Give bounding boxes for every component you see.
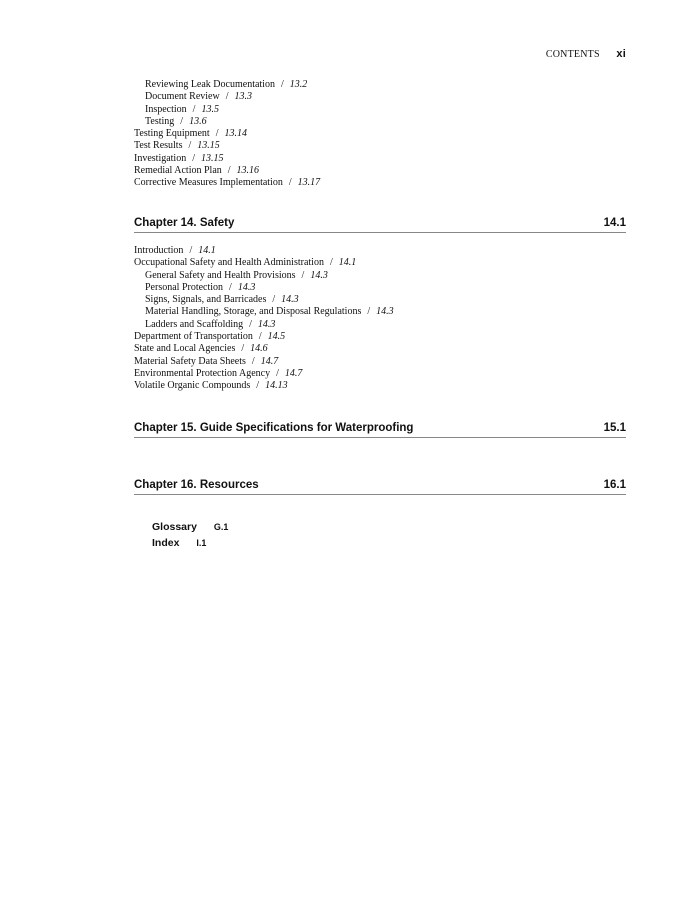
toc-entry-title: Occupational Safety and Health Administration: [134, 257, 324, 269]
running-head: [546, 48, 626, 60]
toc-entry-title: Material Handling, Storage, and Disposal Regulations: [145, 306, 362, 318]
toc-separator: /: [276, 367, 279, 379]
chapter-page: 15.1: [603, 422, 626, 434]
chapter-13-entries: [134, 79, 320, 190]
toc-separator: /: [189, 245, 193, 256]
toc-entry-page: 14.6: [250, 343, 268, 355]
toc-separator: /: [280, 79, 284, 90]
toc-entry[interactable]: [134, 91, 320, 103]
toc-entry-title: Testing Equipment: [134, 128, 210, 140]
toc-entry-page: 13.14: [224, 128, 247, 140]
toc-entry-page: 13.15: [201, 152, 224, 164]
toc-entry-page: 14.3: [376, 306, 394, 318]
toc-separator: /: [225, 91, 229, 103]
toc-entry-title: Ladders and Scaffolding: [145, 318, 244, 330]
toc-entry-title: Test Results: [134, 140, 183, 152]
toc-entry[interactable]: [134, 153, 320, 165]
toc-entry[interactable]: [134, 140, 320, 152]
toc-entry-title: Document Review: [145, 91, 220, 103]
toc-entry[interactable]: [134, 177, 320, 189]
toc-entry-page: 14.13: [265, 380, 288, 392]
chapter-14-entries: [134, 245, 394, 393]
toc-entry[interactable]: [134, 343, 394, 355]
toc-entry-title: Corrective Measures Implementation: [134, 177, 283, 189]
toc-entry[interactable]: [134, 128, 320, 140]
page-folio: xi: [616, 48, 626, 60]
chapter-page: 16.1: [603, 479, 626, 491]
toc-entry-title: Remedial Action Plan: [134, 165, 222, 177]
toc-separator: /: [188, 140, 192, 152]
chapter-page: 14.1: [603, 217, 626, 229]
toc-entry-title: Department of Transportation: [134, 331, 253, 343]
toc-entry-page: 14.5: [267, 331, 286, 343]
toc-entry-page: 13.5: [201, 103, 219, 115]
toc-entry[interactable]: [134, 356, 394, 368]
toc-entry-page: 14.3: [257, 318, 276, 330]
chapter-title: Chapter 15. Guide Specifications for Waterproofing: [134, 422, 414, 434]
toc-separator: /: [329, 257, 333, 269]
glossary-title: Glossary: [152, 521, 197, 533]
toc-entry[interactable]: [134, 306, 394, 318]
toc-entry[interactable]: [134, 165, 320, 177]
toc-entry-page: 14.3: [310, 269, 328, 281]
toc-entry[interactable]: [134, 380, 394, 392]
index-page: I.1: [196, 538, 207, 548]
toc-entry[interactable]: [134, 79, 320, 91]
toc-entry-page: 14.3: [237, 281, 256, 293]
toc-separator: /: [241, 343, 245, 355]
toc-entry-title: Volatile Organic Compounds: [134, 380, 251, 392]
toc-entry-page: 13.2: [289, 79, 308, 90]
toc-entry[interactable]: [134, 270, 394, 282]
toc-entry-title: Signs, Signals, and Barricades: [145, 294, 267, 306]
toc-separator: /: [256, 380, 260, 392]
chapter-14-heading[interactable]: [134, 217, 626, 233]
chapter-title: Chapter 16. Resources: [134, 479, 259, 491]
toc-entry-title: Investigation: [134, 152, 187, 164]
toc-entry-title: State and Local Agencies: [134, 343, 236, 355]
toc-entry[interactable]: [134, 116, 320, 128]
toc-entry-title: Personal Protection: [145, 281, 224, 293]
toc-entry-page: 14.1: [338, 257, 357, 269]
toc-entry-title: Testing: [145, 115, 175, 127]
toc-separator: /: [249, 318, 252, 330]
chapter-title: Chapter 14. Safety: [134, 217, 235, 229]
toc-entry-page: 14.1: [198, 245, 216, 256]
index-entry[interactable]: [152, 537, 206, 549]
toc-separator: /: [227, 165, 231, 177]
toc-separator: /: [180, 115, 184, 127]
toc-entry-page: 13.15: [197, 140, 220, 152]
toc-entry-page: 13.17: [297, 177, 321, 189]
toc-entry[interactable]: [134, 319, 394, 331]
toc-entry-title: Reviewing Leak Documentation: [145, 79, 275, 90]
toc-entry[interactable]: [134, 282, 394, 294]
toc-entry-page: 14.7: [284, 367, 303, 379]
toc-entry[interactable]: [134, 257, 394, 269]
toc-entry-page: 13.16: [236, 165, 260, 177]
toc-separator: /: [215, 128, 219, 140]
toc-entry-page: 14.7: [260, 355, 279, 367]
toc-entry[interactable]: [134, 294, 394, 306]
toc-entry-title: Introduction: [134, 245, 184, 256]
toc-entry[interactable]: [134, 368, 394, 380]
toc-separator: /: [192, 152, 195, 164]
toc-separator: /: [258, 331, 262, 343]
toc-entry-title: Inspection: [145, 103, 187, 115]
toc-entry-title: Material Safety Data Sheets: [134, 355, 246, 367]
toc-entry[interactable]: [134, 245, 394, 257]
toc-separator: /: [272, 294, 276, 306]
toc-separator: /: [251, 355, 255, 367]
toc-entry-title: Environmental Protection Agency: [134, 367, 271, 379]
toc-entry[interactable]: [134, 104, 320, 116]
toc-entry-title: General Safety and Health Provisions: [145, 269, 296, 281]
chapter-15-heading[interactable]: [134, 422, 626, 438]
toc-separator: /: [229, 281, 232, 293]
glossary-page: G.1: [213, 522, 229, 532]
toc-separator: /: [301, 269, 305, 281]
toc-separator: /: [288, 177, 292, 189]
index-title: Index: [152, 537, 180, 549]
chapter-16-heading[interactable]: [134, 479, 626, 495]
toc-separator: /: [367, 306, 371, 318]
toc-entry-page: 13.6: [189, 115, 207, 127]
toc-entry-page: 13.3: [234, 91, 252, 103]
toc-entry-page: 14.3: [281, 294, 299, 306]
toc-entry[interactable]: [134, 331, 394, 343]
running-title: CONTENTS: [545, 49, 600, 60]
toc-separator: /: [192, 103, 196, 115]
glossary-entry[interactable]: [152, 521, 228, 533]
